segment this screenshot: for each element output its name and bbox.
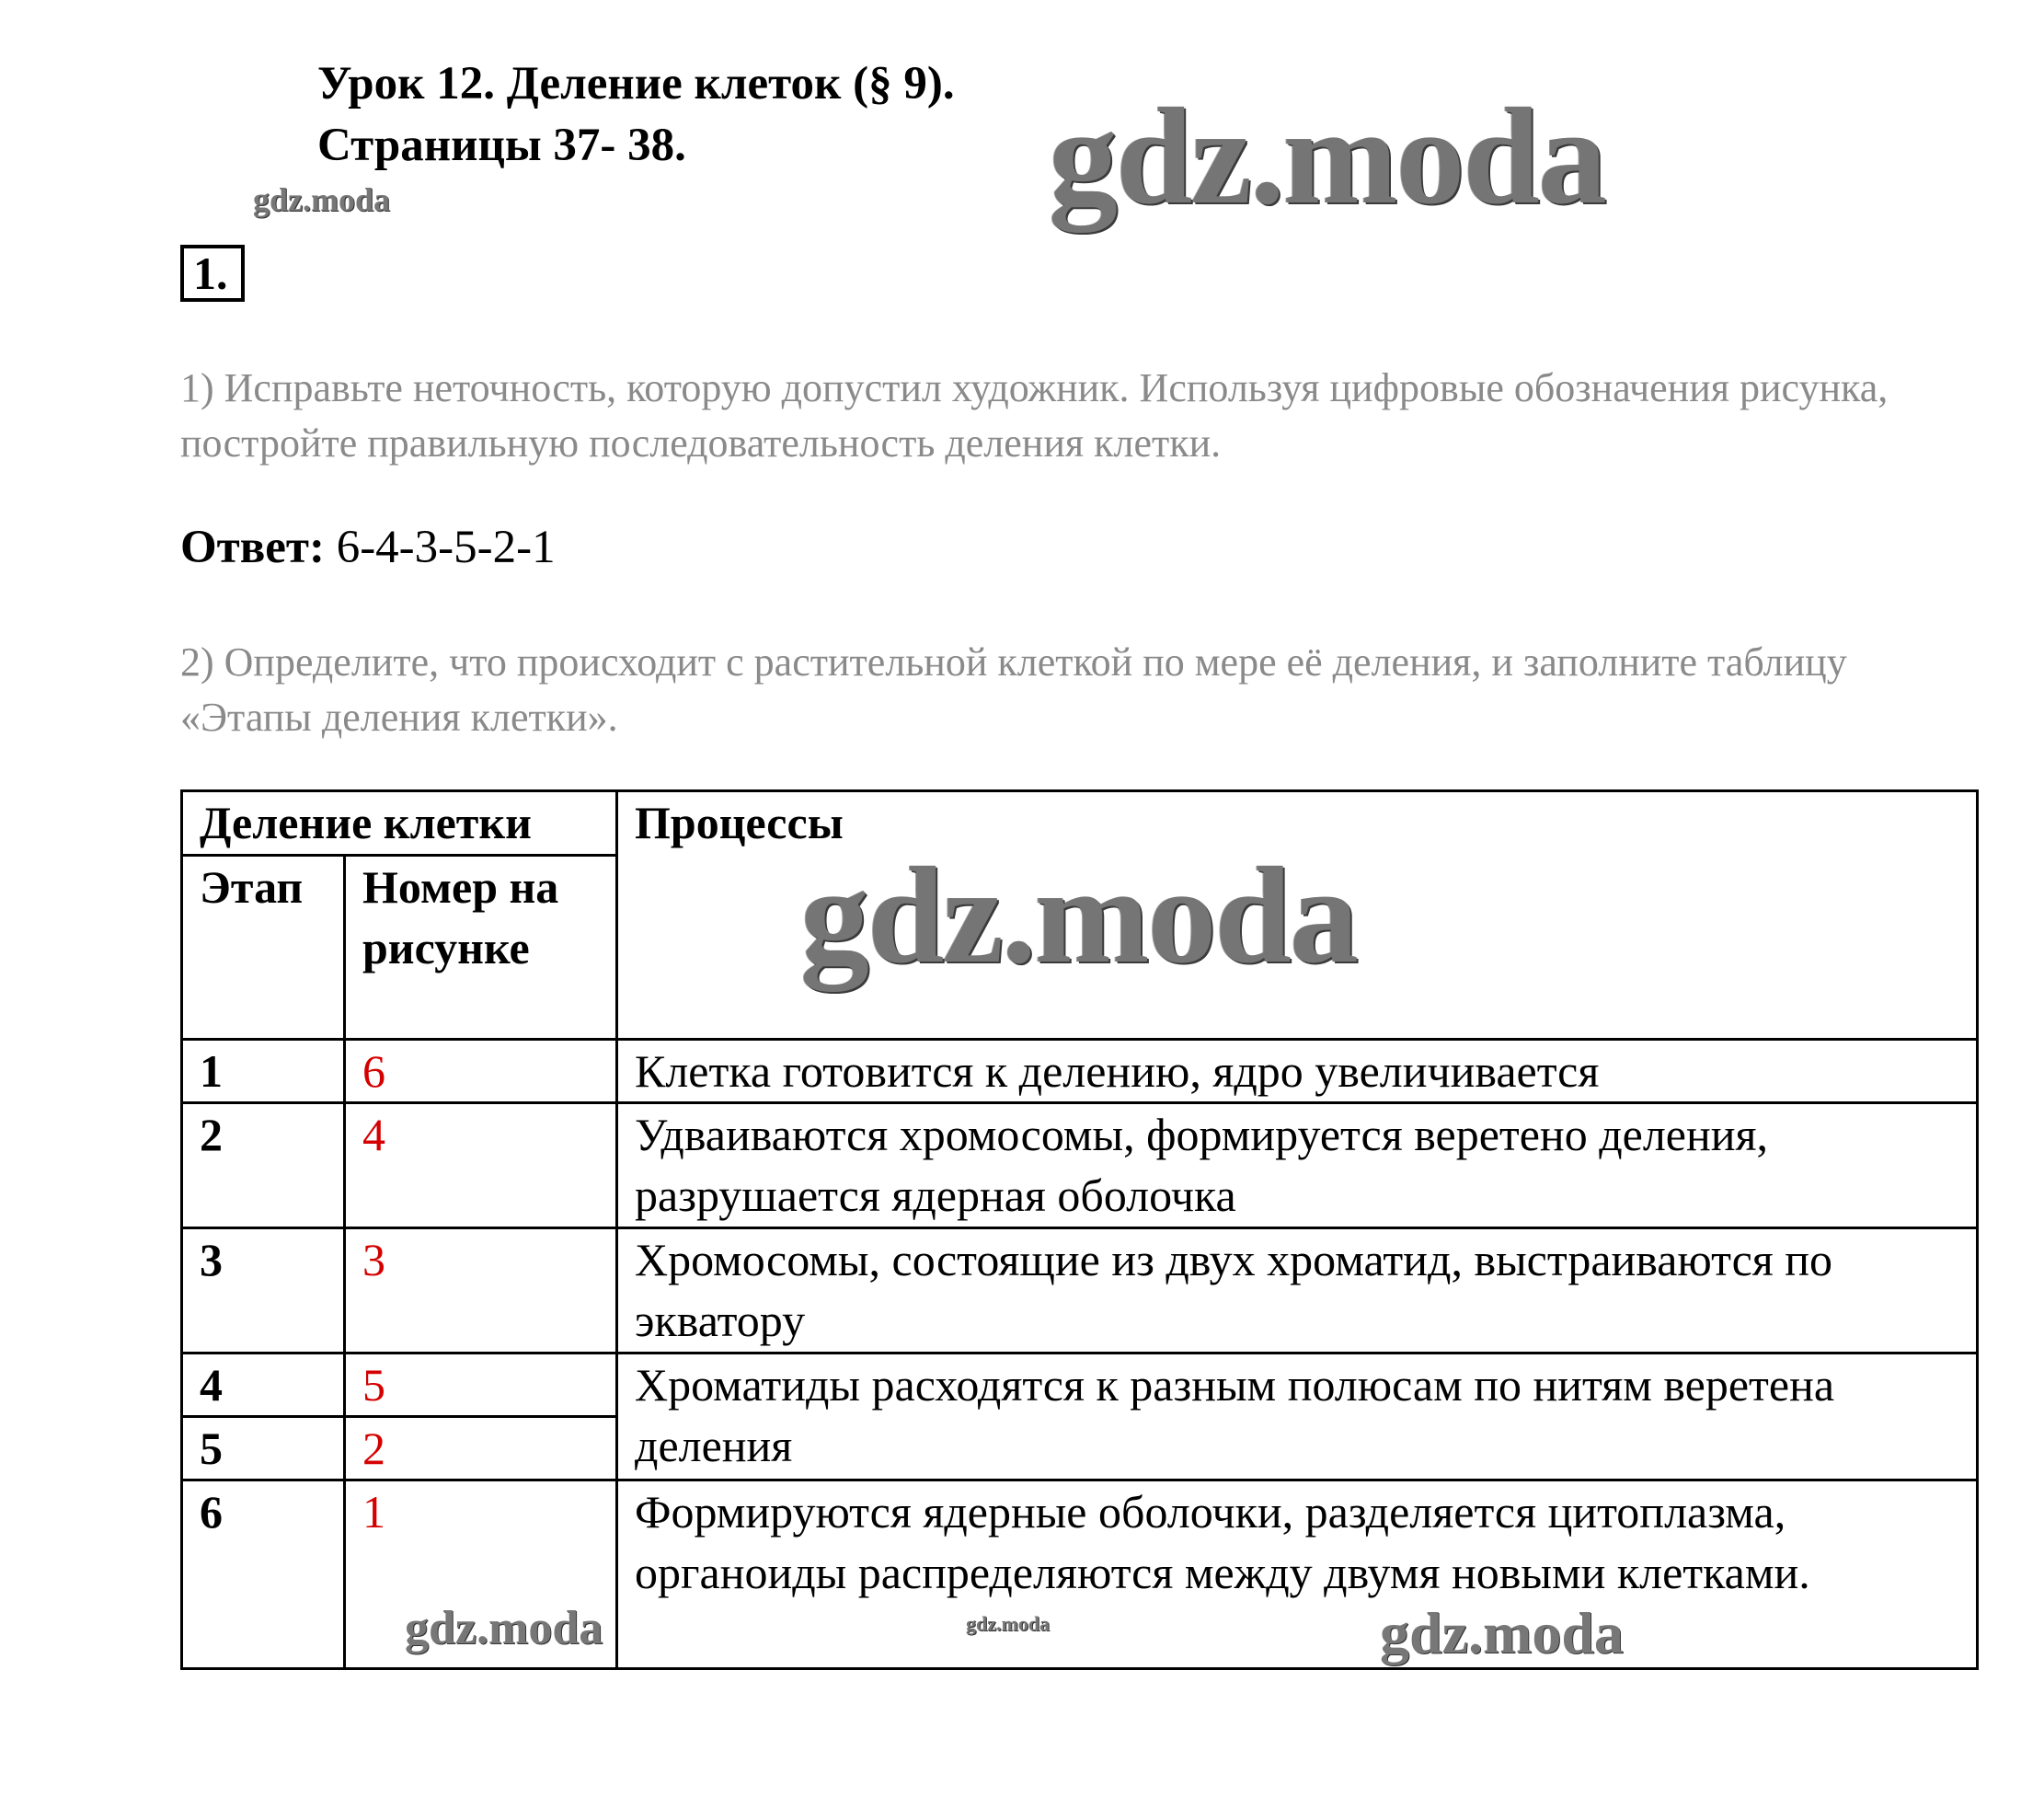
table-row (182, 1228, 1978, 1353)
title-line-1: Урок 12. Деление клеток (§ 9). (317, 58, 955, 109)
title-line-2: Страницы 37- 38. (317, 120, 686, 171)
header-cell-stage: Этап (182, 856, 345, 1040)
task-number-box: 1. (180, 245, 245, 302)
watermark-small: gdz.moda (1380, 1600, 1624, 1665)
question-2: 2) Определите, что происходит с растительной клеткой по мере её деления, и заполните таблицу «Этапы деления клетки». (180, 639, 1847, 740)
table-row (182, 1353, 1978, 1417)
table-row (182, 1040, 1978, 1103)
answer-value: 6-4-3-5-2-1 (324, 522, 556, 573)
stage-cell: 2 (182, 1103, 345, 1228)
watermark-small: gdz.moda (405, 1602, 603, 1654)
answer (180, 515, 556, 580)
process-cell: Хромосомы, состоящие из двух хроматид, выстраиваются по экватору (617, 1228, 1978, 1353)
picture-number-cell: 6 (345, 1040, 617, 1103)
header-cell-processes: Процессы (617, 791, 1978, 1040)
process-cell: Формируются ядерные оболочки, разделяется цитоплазма, органоиды распределяются между двумя новыми клетками. (617, 1480, 1978, 1669)
process-cell: Хроматиды расходятся к разным полюсам по нитям веретена деления (617, 1353, 1978, 1480)
picture-number-cell: 5 (345, 1353, 617, 1417)
process-cell: Удваиваются хромосомы, формируется веретено деления, разрушается ядерная оболочка (617, 1103, 1978, 1228)
stage-cell: 4 (182, 1353, 345, 1417)
picture-number-cell: 2 (345, 1417, 617, 1480)
picture-number-cell: 1 (345, 1480, 617, 1669)
stage-cell: 3 (182, 1228, 345, 1353)
watermark-large: gdz.moda (1049, 80, 1605, 233)
header-cell-division: Деление клетки (182, 791, 617, 856)
stage-cell: 6 (182, 1480, 345, 1669)
picture-number-cell: 4 (345, 1103, 617, 1228)
question-1: 1) Исправьте неточность, которую допустил художник. Используя цифровые обозначения рисунка, постройте правильную последовательность деления клетки. (180, 365, 1889, 466)
process-cell: Клетка готовится к делению, ядро увеличивается (617, 1040, 1978, 1103)
lesson-title (317, 53, 955, 177)
answer-label: Ответ: (180, 522, 325, 573)
stage-cell: 1 (182, 1040, 345, 1103)
watermark-small: gdz.moda (253, 181, 391, 218)
table-row (182, 1103, 1978, 1228)
watermark-table: gdz.moda (800, 839, 1357, 992)
watermark-tiny: gdz.moda (966, 1612, 1051, 1635)
picture-number-cell: 3 (345, 1228, 617, 1353)
stage-cell: 5 (182, 1417, 345, 1480)
header-cell-picture-number: Номер на рисунке (345, 856, 617, 1040)
